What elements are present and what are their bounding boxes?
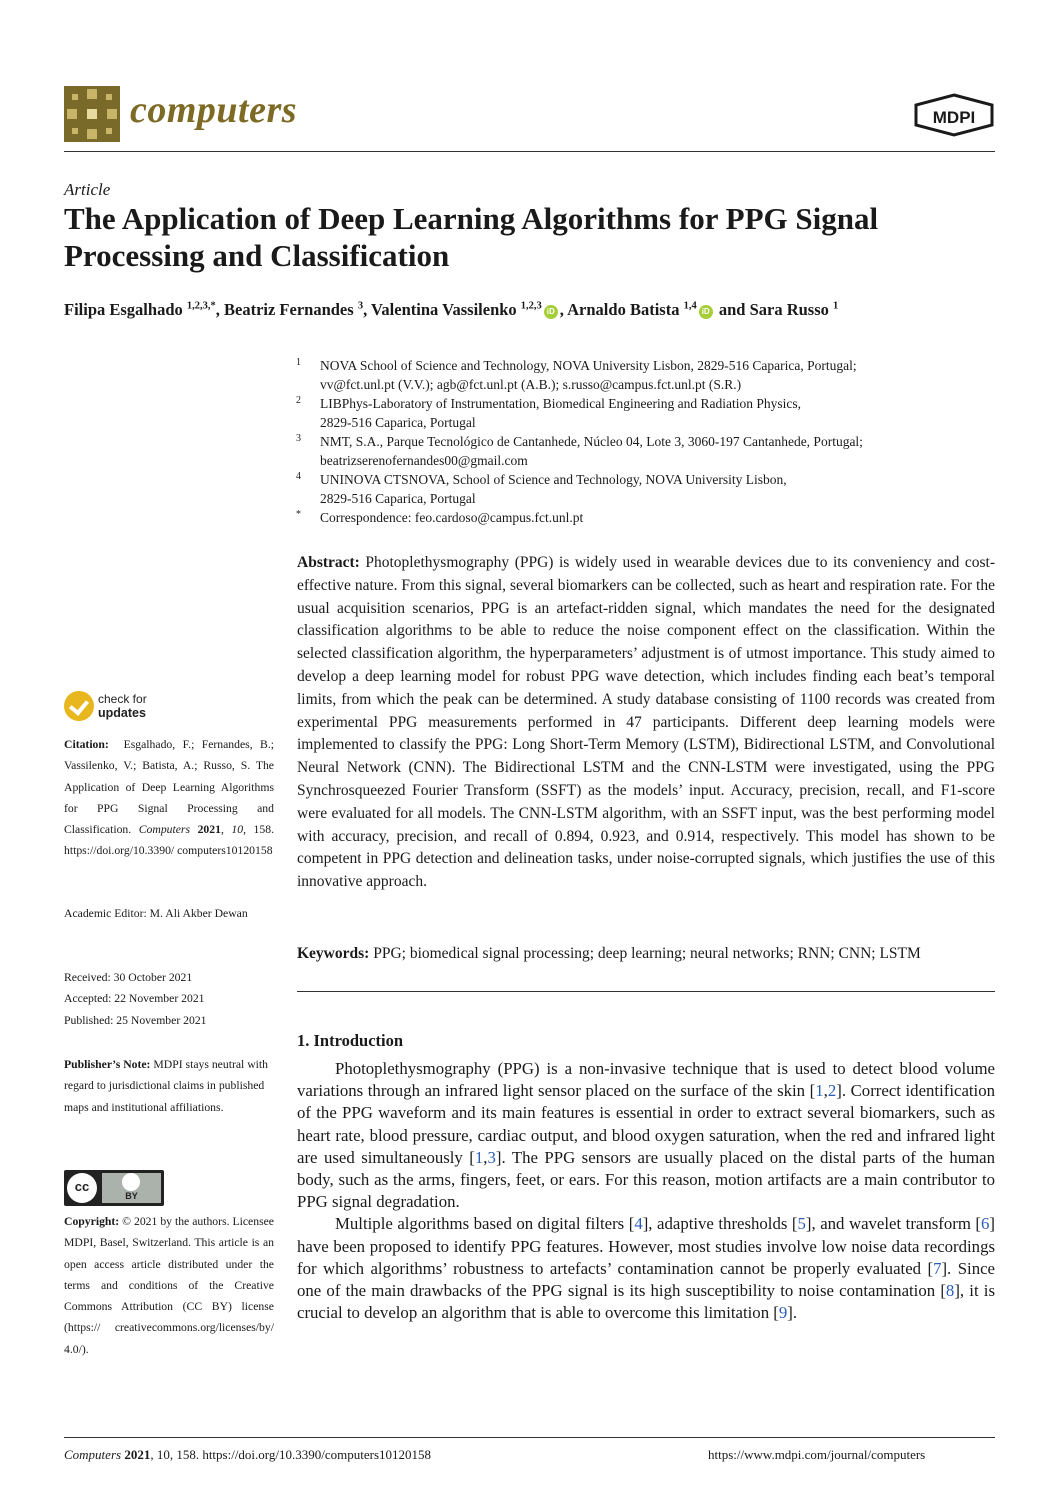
copyright-text: © 2021 by the authors. Licensee MDPI, Basel, Switzerland. This article is an open access article distributed under the terms and conditions of the Creative Commons Attribution (CC BY) license (https:// creativecommons.org/licenses/by/ 4.0/). bbox=[64, 1215, 274, 1356]
abstract-text: Photoplethysmography (PPG) is widely used in wearable devices due to its conveniency and cost-effective nature. From this signal, several biomarkers can be collected, such as heart and respiration rate. For the usual acquisition scenarios, PPG is an artefact-ridden signal, which mandates the need for the designated classification algorithms to be able to reduce the noise component effect on the classification. Within the selected classification algorithm, the hyperparameters’ adjustment is of utmost importance. This study aimed to develop a deep learning model for robust PPG wave detection, which includes finding each beat’s temporal limits, from which the peak can be determined. A study database consisting of 1100 records was created from experimental PPG measurements performed in 47 participants. Different deep learning models were implemented to classify the PPG: Long Short-Term Memory (LSTM), Bidirectional LSTM, and Convolutional Neural Network (CNN). The Bidirectional LSTM and the CNN-LSTM were investigated, using the PPG Synchrosqueezed Fourier Transform (SSFT) as the models’ input. Accuracy, precision, recall, and F1-score were evaluated for all models. The CNN-LSTM algorithm, with an SSFT input, was the best performing model with accuracy, precision, and recall of 0.894, 0.923, and 0.914, respectively. This model has shown to be competent in PPG detection and delineation tasks, under noise-corrupted signals, which justifies the use of this innovative approach. bbox=[297, 554, 996, 891]
publisher-note-label: Publisher’s Note: bbox=[64, 1058, 151, 1071]
paragraph-text: Photoplethysmography (PPG) is a non-invasive technique that is used to detect blood volume variations through an infrared light sensor placed on the surface of the skin [ bbox=[297, 1059, 995, 1101]
affiliation-item bbox=[296, 470, 996, 508]
affiliations bbox=[296, 356, 996, 527]
paragraph-text: ]. Correct identification of the PPG waveform and its main features is essential in order to extract several biomarkers, such as heart rate, blood pressure, cardiac output, and blood oxygen saturation, when the red and infrared light are used simultaneously [ bbox=[297, 1081, 995, 1167]
updates-label: updates bbox=[98, 706, 146, 720]
author-name: Valentina Vassilenko bbox=[371, 300, 517, 319]
affiliation-line: vv@fct.unl.pt (V.V.); agb@fct.unl.pt (A.B.); s.russo@campus.fct.unl.pt (S.R.) bbox=[320, 377, 742, 392]
publisher-note bbox=[64, 1054, 274, 1118]
citation-journal: Computers bbox=[138, 823, 191, 837]
intro-body bbox=[297, 1058, 995, 1324]
author-affiliation-marker: 1,4 bbox=[683, 300, 697, 312]
reference-link[interactable]: 1 bbox=[474, 1147, 484, 1167]
author-name: Arnaldo Batista bbox=[567, 300, 680, 319]
paragraph-text: ]. Since one of the main drawbacks of the PPG signal is its high susceptibility to noise contamination [ bbox=[297, 1258, 995, 1301]
journal-logo-icon bbox=[64, 86, 120, 142]
footer-journal-url[interactable]: https://www.mdpi.com/journal/computers bbox=[708, 1447, 926, 1462]
affiliation-item bbox=[296, 508, 996, 527]
affiliation-line: beatrizserenofernandes00@gmail.com bbox=[320, 453, 528, 468]
paragraph-text: ]. bbox=[787, 1303, 798, 1323]
footer-year: 2021 bbox=[124, 1447, 151, 1462]
affiliation-line: LIBPhys-Laboratory of Instrumentation, Biomedical Engineering and Radiation Physics, bbox=[320, 396, 802, 411]
citation-text: Esgalhado, F.; Fernandes, B.; Vassilenko, V.; Batista, A.; Russo, S. The Application of Deep Learning Algorithms for PPG Signal Processing and Classification. bbox=[64, 738, 275, 837]
affiliation-line: NMT, S.A., Parque Tecnológico de Cantanhede, Núcleo 04, Lote 3, 3060-197 Cantanhede, Portugal; bbox=[320, 434, 863, 449]
article-type: Article bbox=[64, 180, 111, 199]
author-affiliation-marker: 1,2,3,* bbox=[186, 300, 216, 312]
reference-link[interactable]: 4 bbox=[634, 1214, 643, 1234]
publisher-name: MDPI bbox=[932, 108, 976, 127]
copyright-label: Copyright: bbox=[64, 1215, 120, 1228]
reference-link[interactable]: 7 bbox=[933, 1258, 942, 1278]
paragraph-text: ], and wavelet transform [ bbox=[805, 1214, 982, 1234]
orcid-icon[interactable]: iD bbox=[544, 305, 558, 319]
intro-paragraph-2 bbox=[297, 1213, 995, 1324]
paragraph-text: ], adaptive thresholds [ bbox=[642, 1214, 798, 1234]
author-name: Sara Russo bbox=[749, 300, 829, 319]
affiliation-item bbox=[296, 432, 996, 470]
reference-link[interactable]: 2 bbox=[827, 1081, 837, 1101]
checkmark-icon bbox=[64, 691, 94, 721]
mdpi-logo-icon bbox=[912, 93, 996, 137]
author-name: Filipa Esgalhado bbox=[64, 300, 183, 319]
published-date: Published: 25 November 2021 bbox=[64, 1013, 207, 1027]
accepted-date: Accepted: 22 November 2021 bbox=[64, 992, 205, 1006]
reference-link[interactable]: 6 bbox=[981, 1214, 990, 1234]
abstract-label: Abstract: bbox=[297, 554, 360, 571]
dates bbox=[64, 967, 274, 1031]
footer-journal: Computers bbox=[64, 1447, 122, 1462]
academic-editor: Academic Editor: M. Ali Akber Dewan bbox=[64, 907, 248, 920]
citation-doi[interactable]: 158. https://doi.org/10.3390/ computers10120158 bbox=[64, 823, 274, 858]
footer-divider bbox=[64, 1437, 995, 1438]
reference-link[interactable]: 1 bbox=[815, 1081, 824, 1101]
keywords-text: PPG; biomedical signal processing; deep learning; neural networks; RNN; CNN; LSTM bbox=[373, 945, 921, 962]
citation: Citation: Esgalhado, F.; Fernandes, B.; Vassilenko, V.; Batista, A.; Russo, S. The Application of Deep Learning Algorithms for PPG Signal Processing and Classification. Computers 2021, 10, 158. https://doi.org/10.3390/ computers10120158 bbox=[64, 738, 275, 858]
paragraph-text: ] have been proposed to identify PPG features. However, most studies involve low noise data recordings for which algorithms’ robustness to artefacts’ contamination cannot be properly evaluated [ bbox=[297, 1214, 995, 1278]
reference-link[interactable]: 9 bbox=[778, 1303, 788, 1323]
received-date: Received: 30 October 2021 bbox=[64, 971, 193, 984]
affiliation-item bbox=[296, 394, 996, 432]
reference-link[interactable]: 5 bbox=[797, 1214, 806, 1234]
publisher-note-text: MDPI stays neutral with regard to jurisdictional claims in published maps and institutional affiliations. bbox=[64, 1058, 268, 1114]
paragraph-text: ]. The PPG sensors are usually placed on the distal parts of the human body, such as the arms, fingers, feet, or ears. For this reason, motion artifacts are a main contributor to PPG signal degradation. bbox=[297, 1147, 995, 1212]
paragraph-text: , bbox=[483, 1147, 488, 1167]
citation-volume: 10 bbox=[231, 823, 244, 837]
author-affiliation-marker: 3 bbox=[357, 300, 364, 312]
affiliation-number: 1 bbox=[296, 357, 301, 368]
keywords-label: Keywords: bbox=[297, 945, 370, 962]
abstract bbox=[297, 552, 995, 894]
header-divider bbox=[64, 151, 995, 152]
citation-label: Citation: bbox=[64, 738, 109, 751]
intro-paragraph-1 bbox=[297, 1058, 995, 1213]
footer-citation bbox=[64, 1447, 431, 1463]
affiliation-number: * bbox=[296, 509, 301, 520]
affiliation-line: 2829-516 Caparica, Portugal bbox=[320, 491, 476, 506]
paragraph-text: ], it is crucial to develop an algorithm that is able to overcome this limitation [ bbox=[297, 1281, 996, 1323]
reference-link[interactable]: 8 bbox=[945, 1281, 955, 1301]
author-list: Filipa Esgalhado $^{1,2,3,*}$, Beatriz Fernandes $^3$, Valentina Vassilenko $^{1,2,3}$ iD , Arnaldo Batista $^{1,4}$ iD and Sara Russo $^1$ bbox=[64, 300, 839, 319]
check-for-updates-button[interactable] bbox=[64, 691, 184, 723]
reference-link[interactable]: 3 bbox=[487, 1147, 496, 1167]
abstract-divider bbox=[297, 991, 995, 992]
affiliation-line: 2829-516 Caparica, Portugal bbox=[320, 415, 476, 430]
affiliation-line: UNINOVA CTSNOVA, School of Science and Technology, NOVA University Lisbon, bbox=[320, 472, 787, 487]
cc-icon: cc bbox=[74, 1179, 90, 1194]
affiliation-number: 2 bbox=[296, 395, 301, 406]
article-title: The Application of Deep Learning Algorithms for PPG Signal Processing and Classification bbox=[64, 201, 879, 273]
author-name: Beatriz Fernandes bbox=[224, 300, 354, 319]
section-heading: 1. Introduction bbox=[297, 1031, 404, 1050]
footer-doi[interactable]: , 10, 158. https://doi.org/10.3390/computers10120158 bbox=[150, 1447, 432, 1462]
affiliation-number: 3 bbox=[296, 433, 301, 444]
person-icon bbox=[122, 1173, 140, 1191]
affiliation-line: NOVA School of Science and Technology, NOVA University Lisbon, 2829-516 Caparica, Portugal; bbox=[320, 358, 857, 373]
copyright bbox=[64, 1211, 274, 1360]
affiliation-item bbox=[296, 356, 996, 394]
by-label: BY bbox=[125, 1191, 138, 1201]
author-affiliation-marker: 1 bbox=[833, 300, 839, 312]
affiliation-line: Correspondence: feo.cardoso@campus.fct.unl.pt bbox=[320, 510, 584, 525]
orcid-icon[interactable]: iD bbox=[699, 305, 713, 319]
keywords bbox=[297, 943, 995, 966]
journal-name: computers bbox=[130, 89, 298, 131]
paragraph-text: Multiple algorithms based on digital filters [ bbox=[335, 1214, 635, 1234]
check-label: check for bbox=[98, 692, 147, 706]
paragraph-text: , bbox=[823, 1081, 828, 1101]
citation-year: 2021 bbox=[197, 823, 221, 837]
author-affiliation-marker: 1,2,3 bbox=[520, 300, 542, 312]
cc-by-license-badge[interactable] bbox=[64, 1170, 164, 1206]
affiliation-number: 4 bbox=[296, 471, 301, 482]
